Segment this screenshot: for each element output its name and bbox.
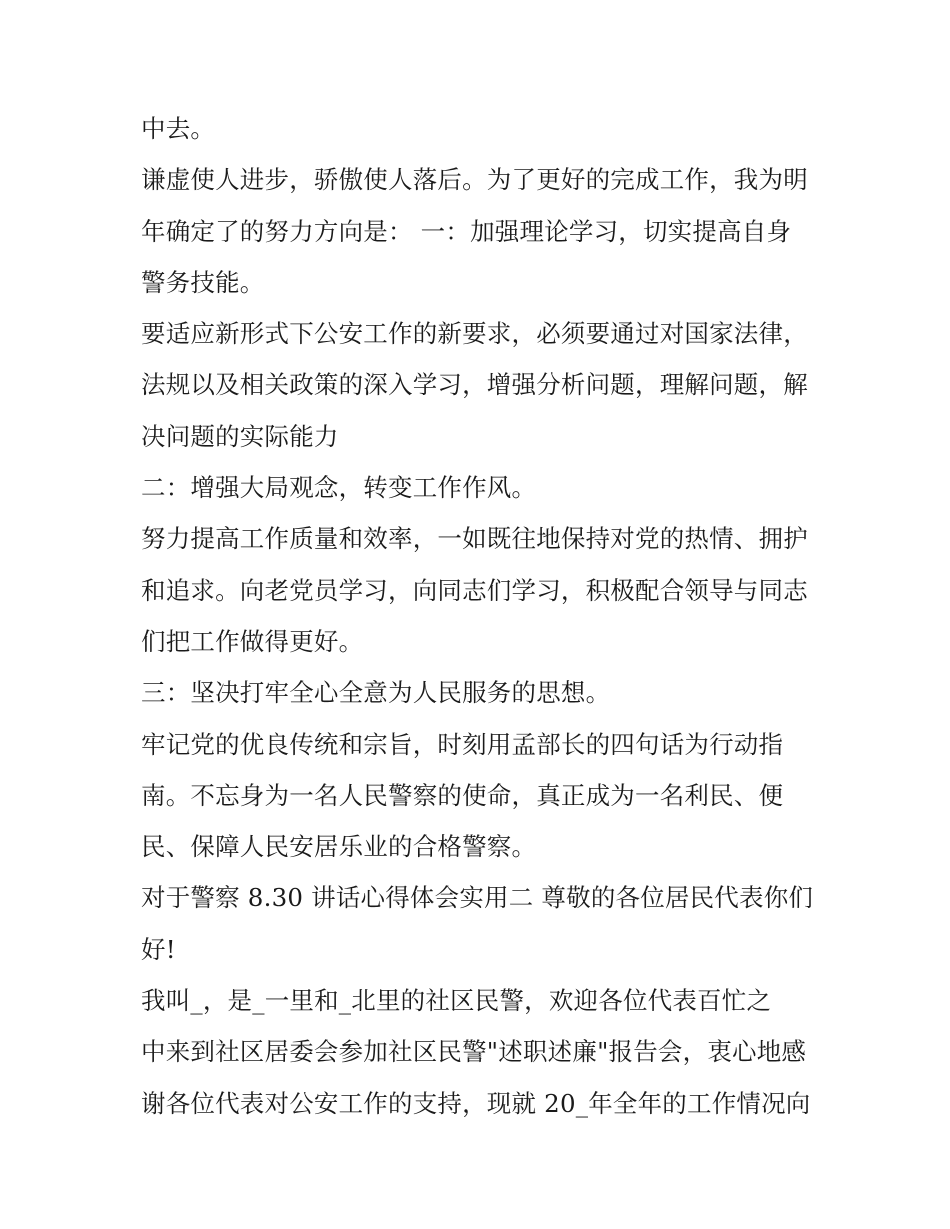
section-heading-line: 三：坚决打牢全心全意为人民服务的思想。 xyxy=(141,678,611,708)
text-line: 中来到社区居委会参加社区民警"述职述廉"报告会，衷心地感 xyxy=(141,1037,807,1067)
text-line: 对于警察 8.30 讲话心得体会实用二 尊敬的各位居民代表你们 xyxy=(141,883,814,913)
text-line: 中去。 xyxy=(141,114,216,143)
text-line: 我叫_，是_一里和_北里的社区民警，欢迎各位代表百忙之 xyxy=(141,986,772,1016)
text-line: 要适应新形式下公安工作的新要求，必须要通过对国家法律， xyxy=(141,319,808,349)
document-body xyxy=(141,103,821,1129)
text-line: 南。不忘身为一名人民警察的使命，真正成为一名利民、便 xyxy=(141,780,784,810)
text-line: 牢记党的优良传统和宗旨，时刻用孟部长的四句话为行动指 xyxy=(141,729,784,759)
text-line: 年确定了的努力方向是： 一：加强理论学习，切实提高自身 xyxy=(141,216,792,246)
text-line: 警务技能。 xyxy=(141,267,265,297)
text-line: 们把工作做得更好。 xyxy=(141,626,364,656)
text-line: 民、保障人民安居乐业的合格警察。 xyxy=(141,832,537,862)
section-heading-line: 二：增强大局观念，转变工作作风。 xyxy=(141,473,537,503)
text-line: 法规以及相关政策的深入学习，增强分析问题，理解问题，解 xyxy=(141,370,808,400)
text-line: 谦虚使人进步，骄傲使人落后。为了更好的完成工作，我为明 xyxy=(141,165,808,195)
text-line: 努力提高工作质量和效率，一如既往地保持对党的热情、拥护 xyxy=(141,524,808,554)
text-line: 谢各位代表对公安工作的支持，现就 20_年全年的工作情况向 xyxy=(141,1088,811,1118)
text-line: 决问题的实际能力 xyxy=(141,421,339,451)
text-line: 好! xyxy=(141,934,176,964)
text-line: 和追求。向老党员学习，向同志们学习，积极配合领导与同志 xyxy=(141,575,808,605)
